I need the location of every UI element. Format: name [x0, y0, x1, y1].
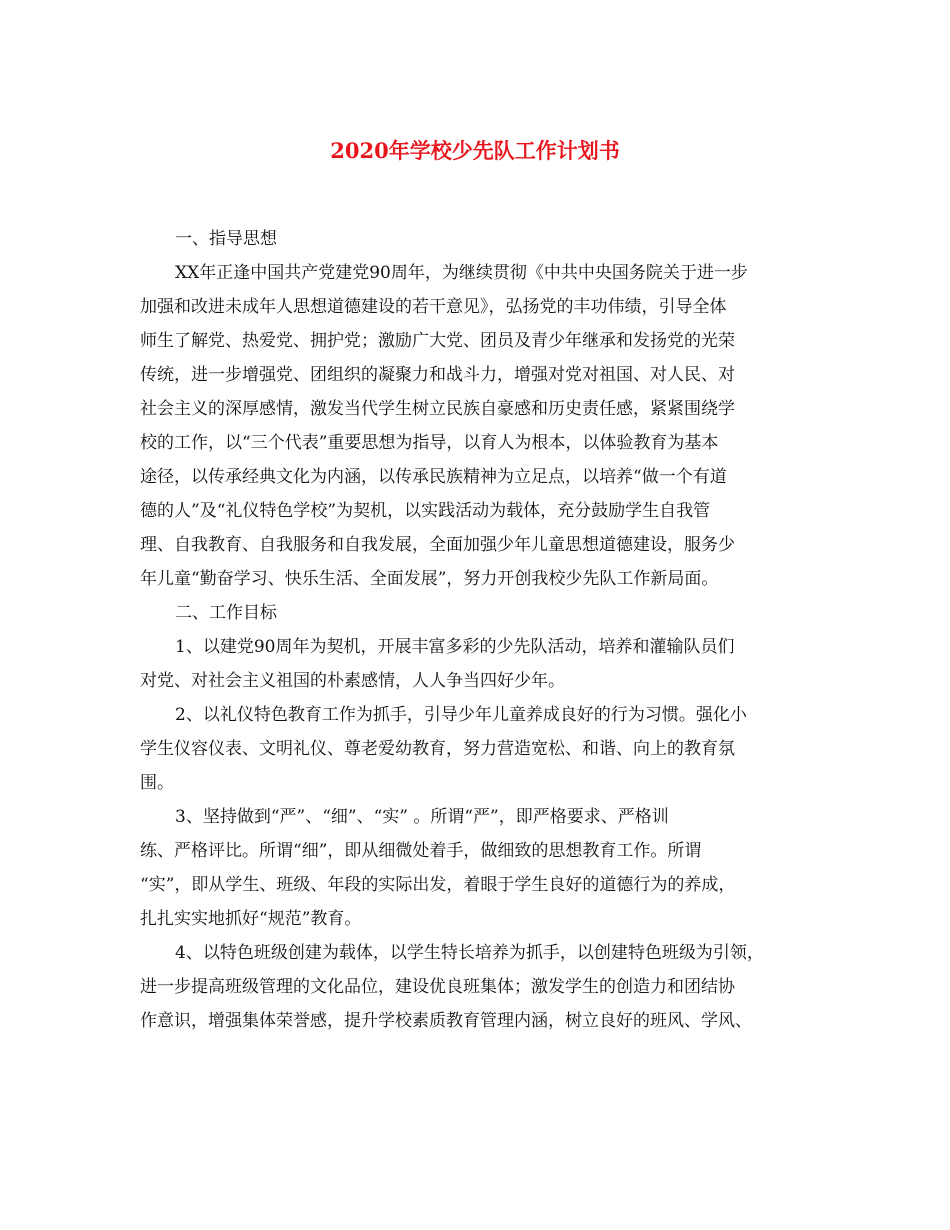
- text-line: 学生仪容仪表、文明礼仪、尊老爱幼教育，努力营造宽松、和谐、向上的教育氛: [140, 739, 735, 759]
- text-line: 社会主义的深厚感情，激发当代学生树立民族自豪感和历史责任感，紧紧围绕学: [140, 399, 735, 419]
- text-line: 2、以礼仪特色教育工作为抓手，引导少年儿童养成良好的行为习惯。强化小: [175, 705, 747, 725]
- text-line: 年儿童“勤奋学习、快乐生活、全面发展”，努力开创我校少先队工作新局面。: [140, 569, 719, 589]
- text-line: XX年正逢中国共产党建党90周年，为继续贯彻《中共中央国务院关于进一步: [175, 263, 748, 283]
- text-line: 3、坚持做到“严”、“细”、“实” 。所谓“严”，即严格要求、严格训: [175, 807, 669, 827]
- text-line: 扎扎实实地抓好“规范”教育。: [140, 909, 362, 929]
- text-line: 途径，以传承经典文化为内涵，以传承民族精神为立足点，以培养“做一个有道: [140, 467, 727, 487]
- text-line: 围。: [140, 773, 174, 793]
- text-line: 作意识，增强集体荣誉感，提升学校素质教育管理内涵，树立良好的班风、学风、: [140, 1011, 752, 1031]
- text-line: 1、以建党90周年为契机，开展丰富多彩的少先队活动，培养和灌输队员们: [175, 637, 735, 657]
- text-line: “实”，即从学生、班级、年段的实际出发，着眼于学生良好的道德行为的养成，: [140, 875, 736, 895]
- text-line: 一、指导思想: [175, 229, 277, 249]
- text-line: 师生了解党、热爱党、拥护党；激励广大党、团员及青少年继承和发扬党的光荣: [140, 331, 735, 351]
- text-line: 传统，进一步增强党、团组织的凝聚力和战斗力，增强对党对祖国、对人民、对: [140, 365, 735, 385]
- text-line: 对党、对社会主义祖国的朴素感情，人人争当四好少年。: [140, 671, 565, 691]
- text-line: 二、工作目标: [175, 603, 277, 623]
- text-line: 4、以特色班级创建为载体，以学生特长培养为抓手，以创建特色班级为引领，: [175, 943, 764, 963]
- document-body: [140, 222, 812, 1038]
- document-title: 2020年学校少先队工作计划书: [330, 138, 620, 163]
- text-line: 理、自我教育、自我服务和自我发展，全面加强少年儿童思想道德建设，服务少: [140, 535, 735, 555]
- text-line: 校的工作，以“三个代表”重要思想为指导，以育人为根本，以体验教育为基本: [140, 433, 719, 453]
- text-line: 德的人”及“礼仪特色学校”为契机，以实践活动为载体，充分鼓励学生自我管: [140, 501, 711, 521]
- text-line: 练、严格评比。所谓“细”，即从细微处着手，做细致的思想教育工作。所谓: [140, 841, 702, 861]
- text-line: 进一步提高班级管理的文化品位，建设优良班集体；激发学生的创造力和团结协: [140, 977, 735, 997]
- text-line: 加强和改进未成年人思想道德建设的若干意见》，弘扬党的丰功伟绩，引导全体: [140, 297, 727, 317]
